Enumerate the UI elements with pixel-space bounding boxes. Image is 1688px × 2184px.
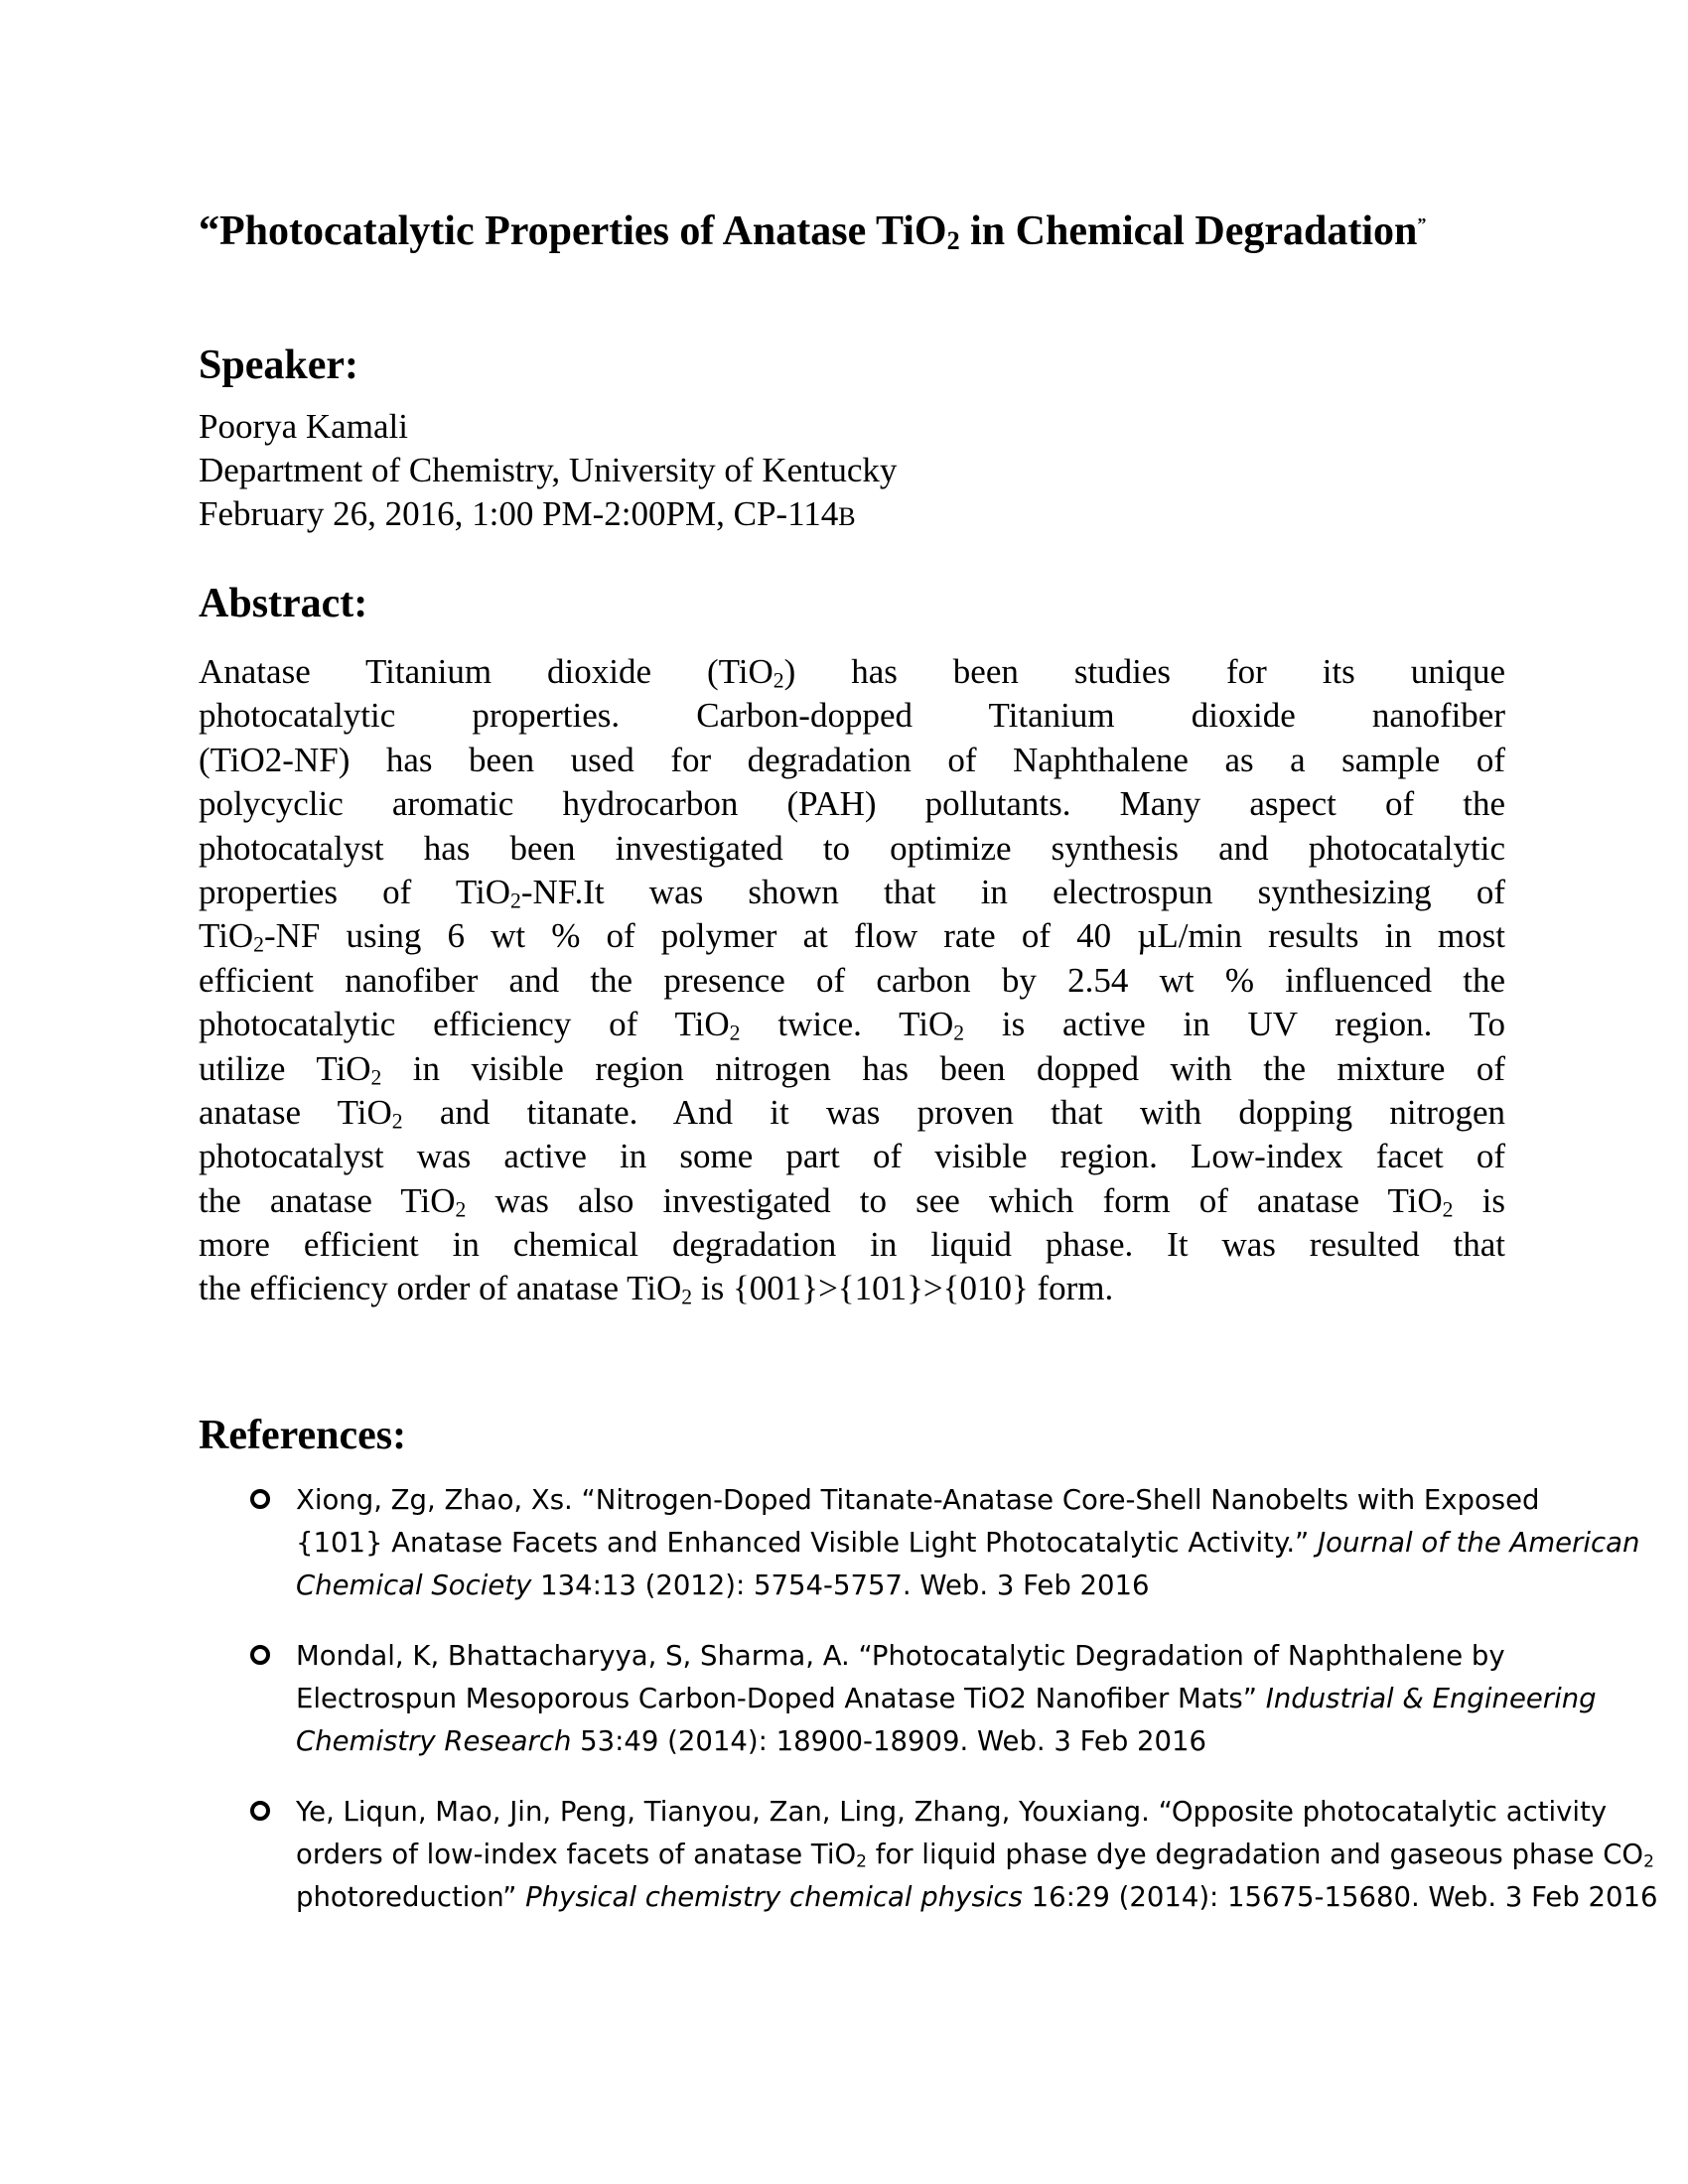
text-segment: Mondal, K, Bhattacharyya, S, Sharma, A. “Photocatalytic Degradation of Naphthalene by <box>296 1640 1505 1672</box>
abstract-line <box>199 694 1505 738</box>
text-segment: and titanate. And it was proven that with dopping nitrogen <box>402 1092 1505 1132</box>
speaker-datetime <box>199 492 897 539</box>
text-segment: polycyclic aromatic hydrocarbon (PAH) pollutants. Many aspect of the <box>199 784 1505 824</box>
text-segment: for liquid phase dye degradation and gaseous phase CO <box>867 1839 1644 1870</box>
italic-citation-text: Chemical Society <box>296 1570 532 1601</box>
text-segment: orders of low-index facets of anatase TiO <box>296 1839 857 1870</box>
abstract-line <box>199 1047 1505 1091</box>
text-segment: {101} Anatase Facets and Enhanced Visible Light Photocatalytic Activity.” <box>296 1527 1319 1559</box>
text-segment: photocatalytic efficiency of TiO <box>199 1005 730 1044</box>
text-segment: photocatalyst was active in some part of visible region. Low-index facet of <box>199 1137 1505 1176</box>
text-segment: is {001}>{101}>{010} form. <box>692 1269 1114 1308</box>
abstract-line <box>199 959 1505 1003</box>
italic-citation-text: Industrial & Engineering <box>1265 1683 1597 1714</box>
subscript: 2 <box>510 888 521 913</box>
title-open-quote: “ <box>199 208 219 254</box>
subscript: 2 <box>455 1197 467 1222</box>
text-segment: ) has been studies for its unique <box>783 652 1505 691</box>
speaker-room-suffix: B <box>838 502 856 531</box>
abstract-line <box>199 914 1505 958</box>
text-segment: properties of TiO <box>199 872 511 911</box>
text-segment: the efficiency order of anatase TiO <box>199 1269 682 1308</box>
speaker-info <box>199 405 897 539</box>
abstract-line <box>199 1091 1505 1135</box>
text-segment: photoreduction” <box>296 1881 526 1913</box>
text-segment: photocatalytic properties. Carbon-dopped Titanium dioxide nanofiber <box>199 696 1505 736</box>
circle-bullet-icon <box>250 1645 270 1665</box>
subscript: 2 <box>1643 1851 1654 1872</box>
reference-item <box>246 1791 1658 1919</box>
reference-line <box>296 1678 1597 1720</box>
text-segment: the anatase TiO <box>199 1180 456 1220</box>
abstract-line <box>199 871 1505 914</box>
circle-bullet-icon <box>250 1801 270 1821</box>
title-subscript: 2 <box>946 226 960 256</box>
references-list <box>246 1479 1658 1947</box>
italic-citation-text: Physical chemistry chemical physics <box>525 1881 1023 1913</box>
abstract-line <box>199 782 1505 826</box>
speaker-heading: Speaker: <box>199 342 358 388</box>
abstract-line <box>199 1003 1505 1046</box>
subscript: 2 <box>856 1851 868 1872</box>
subscript: 2 <box>370 1064 382 1089</box>
speaker-name: Poorya Kamali <box>199 407 408 446</box>
abstract-line <box>199 1267 1505 1310</box>
text-segment: was also investigated to see which form of anatase TiO <box>466 1180 1443 1220</box>
abstract-line <box>199 739 1505 782</box>
text-segment: is <box>1453 1180 1505 1220</box>
text-segment: 134:13 (2012): 5754-5757. Web. 3 Feb 2016 <box>531 1570 1150 1601</box>
text-segment: TiO <box>199 916 254 956</box>
title-text-end: in Chemical Degradation <box>959 208 1418 254</box>
abstract-body <box>199 650 1505 1311</box>
subscript: 2 <box>953 1021 965 1045</box>
subscript: 2 <box>253 932 264 957</box>
reference-line <box>296 1834 1654 1876</box>
abstract-line <box>199 1223 1505 1267</box>
reference-line <box>296 1791 1608 1834</box>
title-close-quote: ” <box>1417 214 1427 234</box>
text-segment: Xiong, Zg, Zhao, Xs. “Nitrogen-Doped Titanate-Anatase Core-Shell Nanobelts with Exposed <box>296 1484 1540 1516</box>
text-segment: anatase TiO <box>199 1092 392 1132</box>
text-segment: -NF using 6 wt % of polymer at flow rate of 40 µL/min results in most <box>264 916 1505 956</box>
document-title <box>199 197 1509 259</box>
abstract-line <box>199 1179 1505 1223</box>
text-segment: photocatalyst has been investigated to optimize synthesis and photocatalytic <box>199 828 1505 868</box>
text-segment: Ye, Liqun, Mao, Jin, Peng, Tianyou, Zan, Ling, Zhang, Youxiang. “Opposite photocatalytic activity <box>296 1796 1608 1828</box>
text-segment: 16:29 (2014): 15675-15680. Web. 3 Feb 2016 <box>1022 1881 1658 1913</box>
text-segment: efficient nanofiber and the presence of carbon by 2.54 wt % influenced the <box>199 960 1505 1000</box>
text-segment: utilize TiO <box>199 1048 371 1088</box>
text-segment: (TiO2-NF) has been used for degradation of Naphthalene as a sample of <box>199 740 1505 779</box>
circle-bullet-icon <box>250 1489 270 1509</box>
abstract-line <box>199 827 1505 871</box>
text-segment: more efficient in chemical degradation in liquid phase. It was resulted that <box>199 1225 1505 1265</box>
abstract-heading: Abstract: <box>199 581 368 626</box>
speaker-department: Department of Chemistry, University of Kentucky <box>199 451 898 489</box>
subscript: 2 <box>681 1285 693 1309</box>
text-segment: is active in UV region. To <box>964 1005 1505 1044</box>
reference-line <box>296 1522 1640 1565</box>
text-segment: Anatase Titanium dioxide (TiO <box>199 652 774 691</box>
text-segment: -NF.It was shown that in electrospun synthesizing of <box>520 872 1505 911</box>
subscript: 2 <box>1442 1197 1454 1222</box>
subscript: 2 <box>773 668 784 693</box>
text-segment: twice. TiO <box>740 1005 954 1044</box>
abstract-line <box>199 650 1505 694</box>
italic-citation-text: Chemistry Research <box>296 1725 572 1757</box>
reference-item <box>246 1479 1640 1607</box>
text-segment: in visible region nitrogen has been dopped with the mixture of <box>381 1048 1505 1088</box>
reference-line <box>296 1876 1658 1919</box>
text-segment: Electrospun Mesoporous Carbon-Doped Anatase TiO2 Nanofiber Mats” <box>296 1683 1266 1714</box>
speaker-datetime-text: February 26, 2016, 1:00 PM-2:00PM, CP-114 <box>199 494 839 533</box>
subscript: 2 <box>729 1021 741 1045</box>
italic-citation-text: Journal of the American <box>1318 1527 1640 1559</box>
text-segment: 53:49 (2014): 18900-18909. Web. 3 Feb 2016 <box>571 1725 1207 1757</box>
subscript: 2 <box>391 1109 403 1134</box>
reference-line <box>296 1565 1517 1607</box>
title-text: Photocatalytic Properties of Anatase TiO <box>219 208 947 254</box>
reference-line <box>296 1720 1517 1763</box>
abstract-line <box>199 1135 1505 1178</box>
reference-line <box>296 1479 1540 1522</box>
references-heading: References: <box>199 1413 407 1458</box>
reference-line <box>296 1635 1517 1678</box>
reference-item <box>246 1635 1597 1763</box>
